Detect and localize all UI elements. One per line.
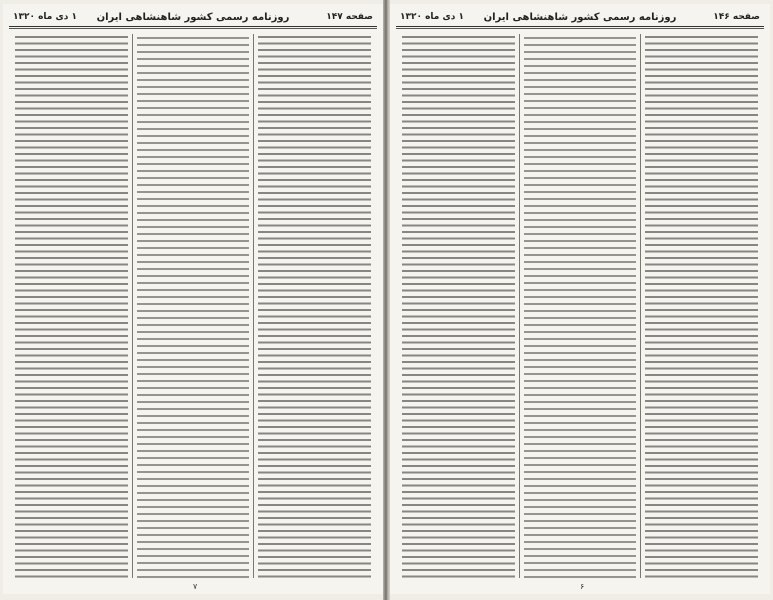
column-text — [15, 34, 128, 578]
right-header-rule — [396, 28, 764, 29]
left-page-number: صفحه ۱۴۷ — [326, 12, 373, 22]
left-column-3 — [11, 34, 133, 578]
column-text — [258, 34, 371, 578]
left-column-2 — [133, 34, 255, 578]
right-page — [390, 4, 770, 594]
left-page-footer-number: ۷ — [193, 582, 198, 591]
left-page-header — [9, 10, 377, 27]
left-header-rule — [9, 28, 377, 29]
right-column-2 — [520, 34, 642, 578]
left-page — [3, 4, 383, 594]
right-page-footer-number: ۶ — [580, 582, 585, 591]
right-columns — [398, 34, 762, 578]
column-text — [137, 34, 250, 578]
left-column-1 — [254, 34, 375, 578]
book-gutter — [383, 0, 390, 600]
left-page-date: ۱ دی ماه ۱۳۲۰ — [13, 12, 78, 22]
column-text — [402, 34, 515, 578]
right-column-3 — [398, 34, 520, 578]
right-page-date: ۱ دی ماه ۱۳۲۰ — [400, 12, 465, 22]
right-column-1 — [641, 34, 762, 578]
right-page-header — [396, 10, 764, 27]
left-columns — [11, 34, 375, 578]
right-gazette-title: روزنامه رسمی کشور شاهنشاهی ایران — [483, 12, 677, 23]
right-page-number: صفحه ۱۴۶ — [713, 12, 760, 22]
column-text — [524, 34, 637, 578]
column-text — [645, 34, 758, 578]
left-gazette-title: روزنامه رسمی کشور شاهنشاهی ایران — [96, 12, 290, 23]
